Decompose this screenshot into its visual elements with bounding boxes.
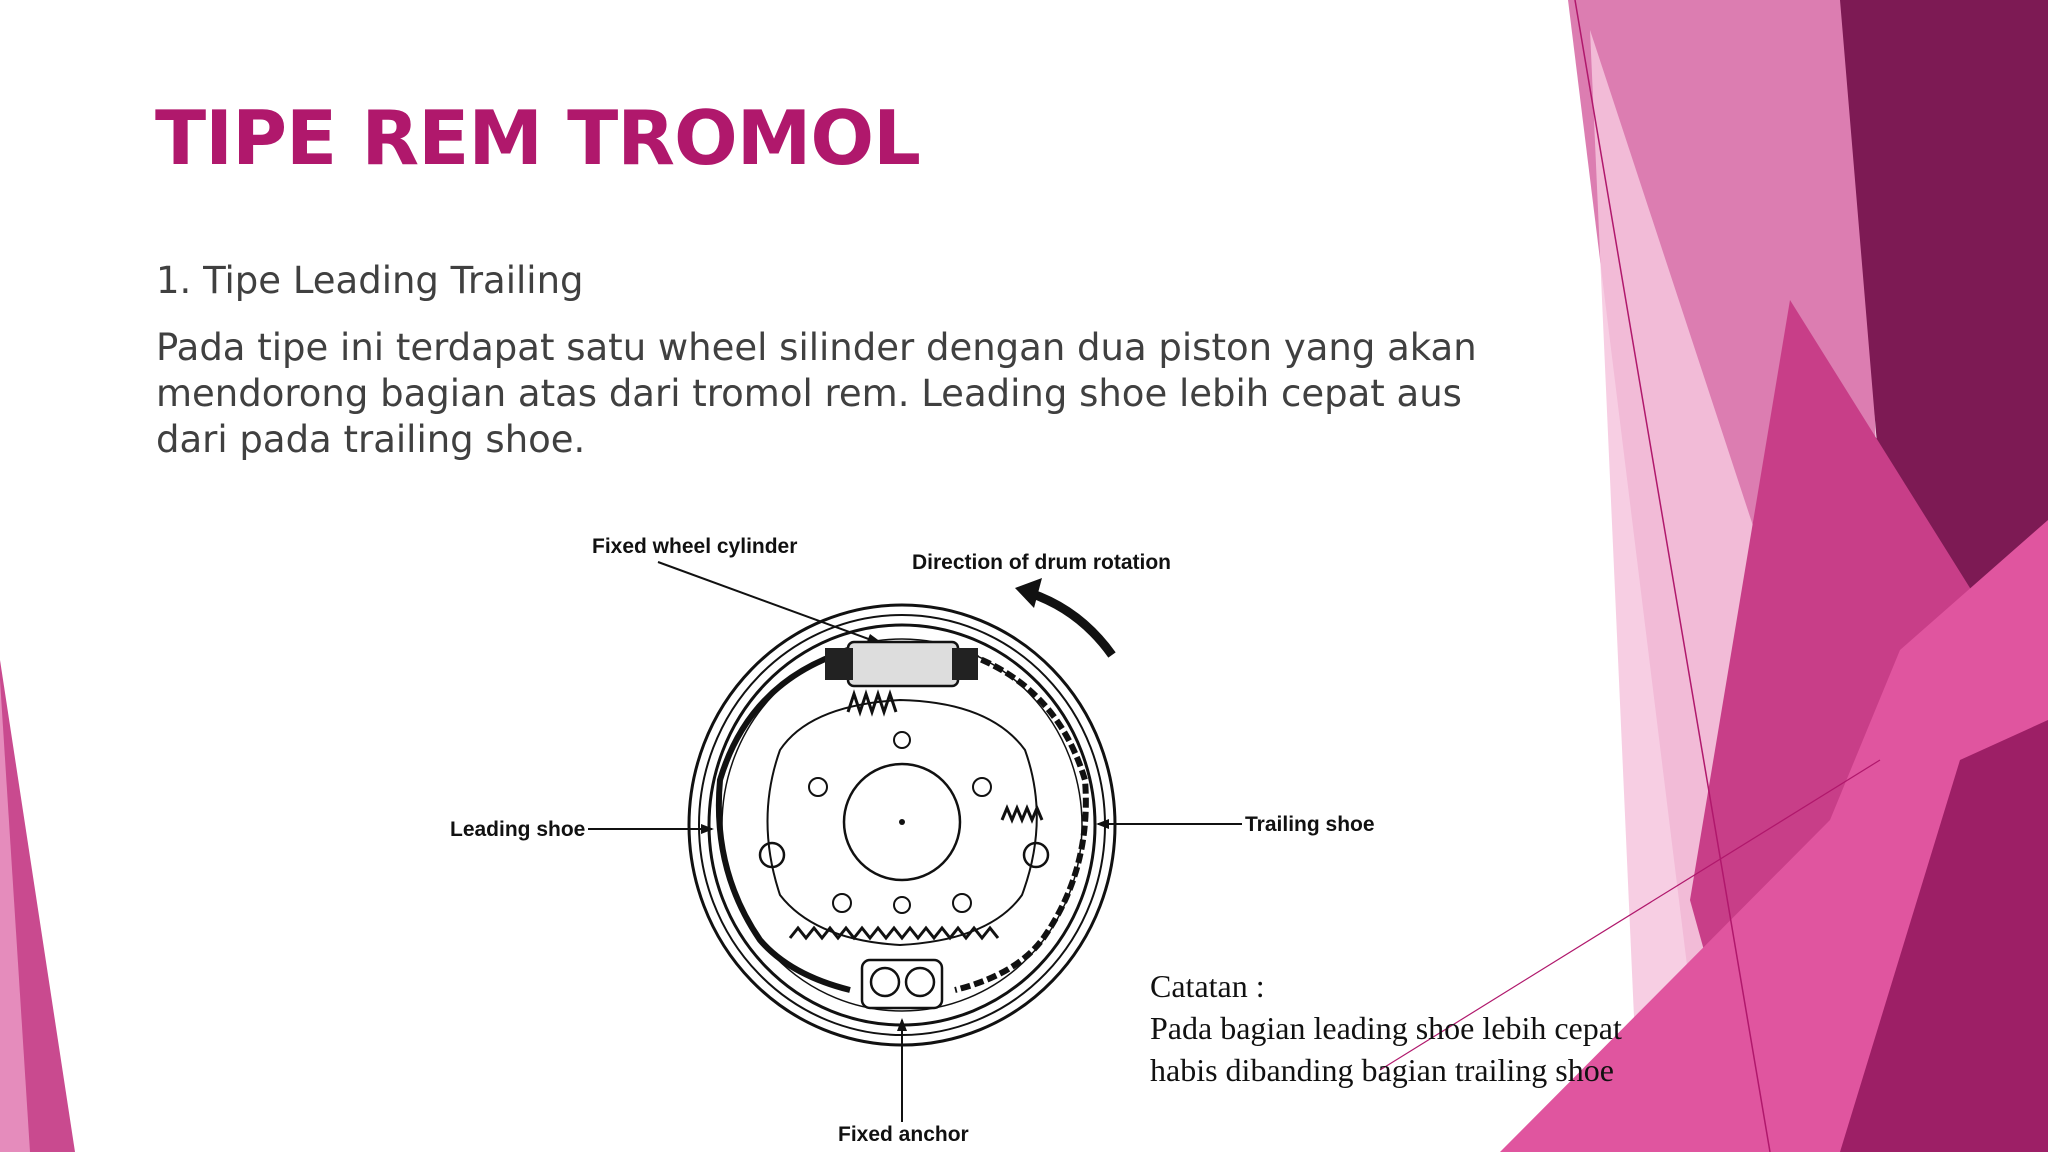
slide-body-text: Pada tipe ini terdapat satu wheel silinder dengan dua piston yang akan mendorong bagian atas dari tromol rem. Leading shoe lebih cepat aus dari pada trailing shoe. (156, 326, 1477, 461)
label-direction-of-rotation: Direction of drum rotation (912, 551, 1171, 574)
wheel-cylinder-left-boot (825, 648, 853, 680)
note-line-1: Pada bagian leading shoe lebih cepat (1150, 1010, 1622, 1046)
note-heading: Catatan : (1150, 968, 1265, 1004)
bolt-hole-2 (973, 778, 991, 796)
leader-arrowhead-trailing (1096, 819, 1109, 829)
bolt-hole-4 (953, 894, 971, 912)
anchor-block (862, 960, 942, 1008)
bolt-hole-5 (894, 732, 910, 748)
label-leading-shoe: Leading shoe (450, 818, 586, 841)
bolt-hole-3 (833, 894, 851, 912)
hub-center (899, 819, 905, 825)
note-line-2: habis dibanding bagian trailing shoe (1150, 1052, 1614, 1088)
rotation-arrow (1030, 593, 1112, 655)
label-fixed-anchor: Fixed anchor (838, 1123, 969, 1146)
hold-down-pin-right (1024, 843, 1048, 867)
bolt-hole-1 (809, 778, 827, 796)
slide-subtitle: 1. Tipe Leading Trailing (156, 259, 584, 302)
leader-arrowhead-leading (701, 824, 714, 834)
bolt-hole-6 (894, 897, 910, 913)
rotation-arrowhead (1015, 578, 1042, 608)
label-trailing-shoe: Trailing shoe (1245, 813, 1375, 836)
wheel-cylinder-body (848, 642, 958, 686)
label-fixed-wheel-cylinder: Fixed wheel cylinder (592, 535, 798, 558)
note-box (1150, 965, 1622, 1091)
wheel-cylinder-right-boot (952, 648, 978, 680)
slide-title: TIPE REM TROMOL (155, 94, 920, 182)
